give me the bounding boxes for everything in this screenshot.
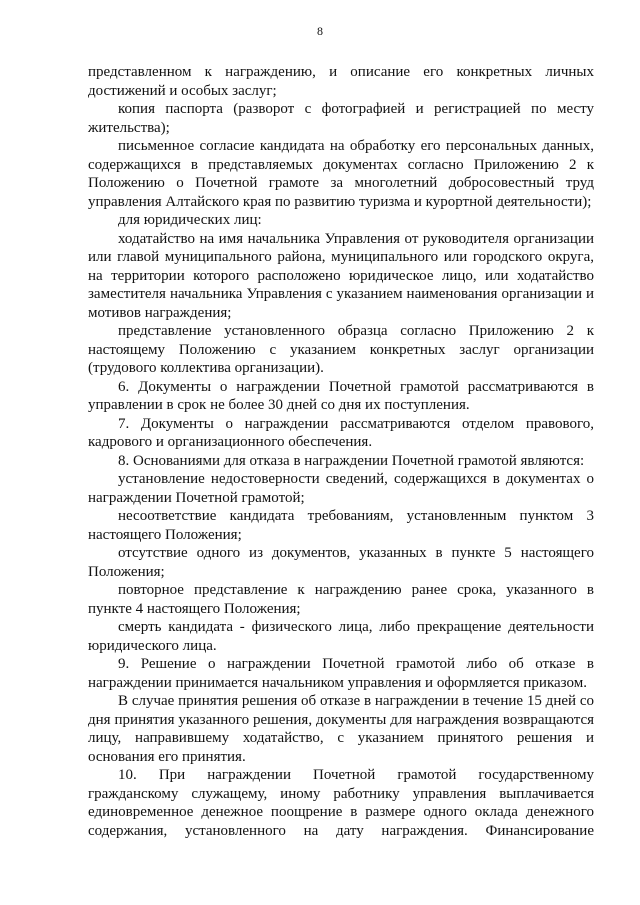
paragraph: ходатайство на имя начальника Управления от руководителя организации или главой муниципального района, муниципального или городского округа, на территории которого расположено юридическое лицо, или ходатайство заместителя начальника Управления с указанием наименования организации и мотивов награждения; <box>88 230 594 321</box>
paragraph: 10. При награждении Почетной грамотой государственному гражданскому служащему, иному работнику управления выплачивается единовременное денежное поощрение в размере одного оклада денежного содержания, установленного на дату награждения. Финансирование <box>88 767 594 839</box>
paragraph: смерть кандидата - физического лица, либо прекращение деятельности юридического лица. <box>88 619 594 654</box>
paragraph: 8. Основаниями для отказа в награждении Почетной грамотой являются: <box>118 452 585 469</box>
paragraph: письменное согласие кандидата на обработку его персональных данных, содержащихся в представляемых документах согласно Приложению 2 к Положению о Почетной грамоте за многолетний добросовестный труд управления Алтайского края по развитию туризма и курортной деятельности); <box>88 138 594 210</box>
paragraph: 9. Решение о награждении Почетной грамотой либо об отказе в награждении принимается начальником управления и оформляется приказом. <box>88 656 594 691</box>
paragraph: несоответствие кандидата требованиям, установленным пунктом 3 настоящего Положения; <box>88 508 594 543</box>
paragraph: 7. Документы о награждении рассматриваются отделом правового, кадрового и организационного обеспечения. <box>88 415 594 450</box>
paragraph: копия паспорта (разворот с фотографией и регистрацией по месту жительства); <box>88 101 594 136</box>
paragraph: отсутствие одного из документов, указанных в пункте 5 настоящего Положения; <box>88 545 594 580</box>
page-number: 8 <box>317 24 323 38</box>
document-body <box>88 63 594 840</box>
paragraph: представление установленного образца согласно Приложению 2 к настоящему Положению с указанием конкретных заслуг организации (трудового коллектива организации). <box>88 323 594 376</box>
paragraph: представленном к награждению, и описание его конкретных личных достижений и особых заслуг; <box>88 64 594 99</box>
paragraph: повторное представление к награждению ранее срока, указанного в пункте 4 настоящего Положения; <box>88 582 594 617</box>
paragraph: 6. Документы о награждении Почетной грамотой рассматриваются в управлении в срок не более 30 дней со дня их поступления. <box>88 378 594 413</box>
paragraph: В случае принятия решения об отказе в награждении в течение 15 дней со дня принятия указанного решения, документы для награждения возвращаются лицу, направившему ходатайство, с указанием принятого решения и основания его принятия. <box>88 693 594 765</box>
paragraph: установление недостоверности сведений, содержащихся в документах о награждении Почетной грамотой; <box>88 471 594 506</box>
paragraph: для юридических лиц: <box>118 212 262 228</box>
